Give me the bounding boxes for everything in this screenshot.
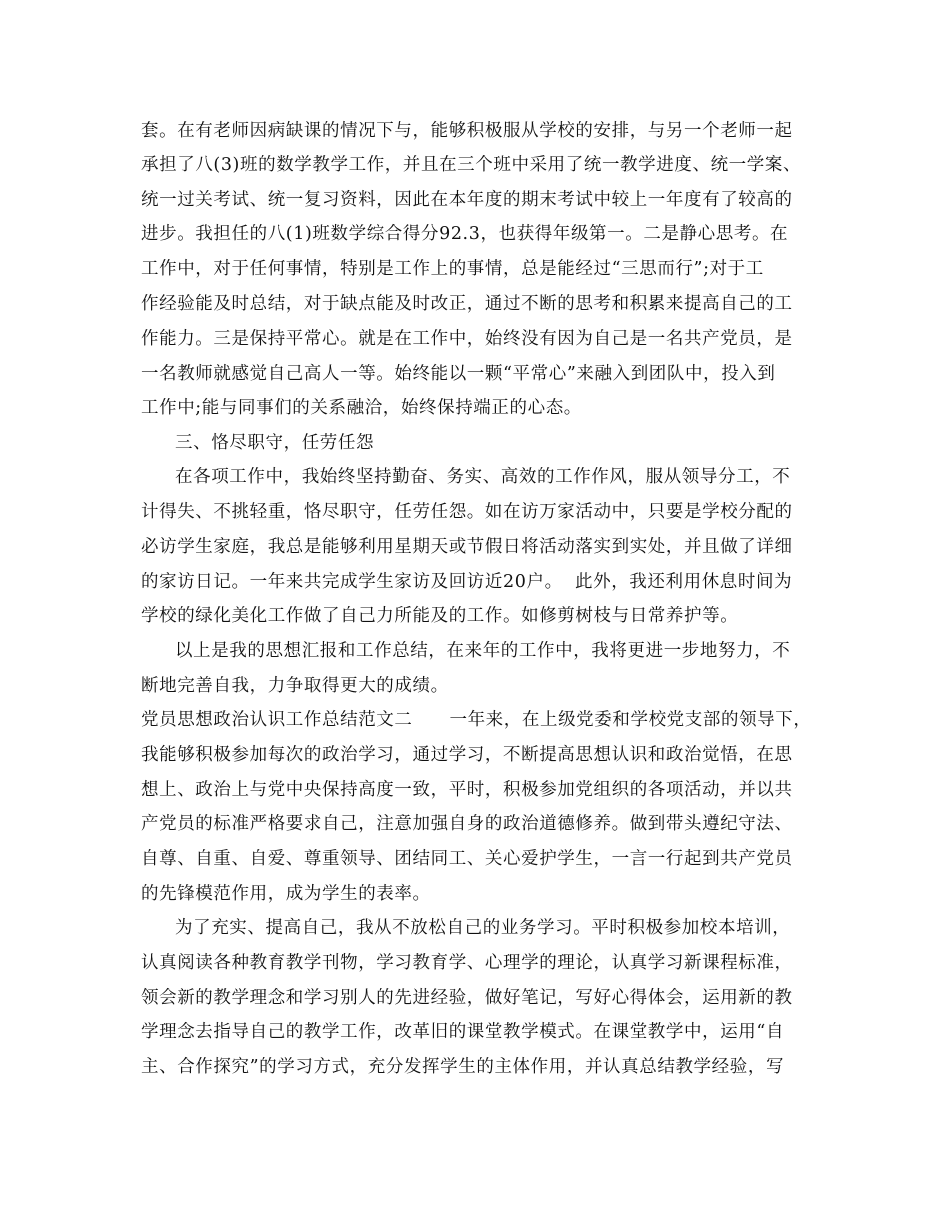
text-line: 为了充实、提高自己，我从不放松自己的业务学习。平时积极参加校本培训，	[175, 918, 791, 938]
text-line: 计得失、不挑轻重，恪尽职守，任劳任怨。如在访万家活动中，只要是学校分配的	[141, 502, 793, 522]
text-line: 主、合作探究”的学习方式，充分发挥学生的主体作用，并认真总结教学经验，写	[141, 1057, 785, 1077]
text-line: 在各项工作中，我始终坚持勤奋、务实、高效的工作作风，服从领导分工，不	[175, 467, 791, 487]
text-line: 的先锋模范作用，成为学生的表率。	[141, 884, 431, 904]
text-line: 工作中，对于任何事情，特别是工作上的事情，总是能经过“三思而行”;对于工	[141, 259, 764, 279]
text-line: 学理念去指导自己的教学工作，改革旧的课堂教学模式。在课堂教学中，运用“自	[141, 1022, 785, 1042]
text-line: 自尊、自重、自爱、尊重领导、团结同工、关心爱护学生，一言一行起到共产党员	[141, 849, 793, 869]
text-line: 以上是我的思想汇报和工作总结，在来年的工作中，我将更进一步地努力，不	[175, 641, 791, 661]
text-line: 进步。我担任的八(1)班数学综合得分92.3，也获得年级第一。二是静心思考。在	[141, 224, 789, 244]
text-line: 统一过关考试、统一复习资料，因此在本年度的期末考试中较上一年度有了较高的	[141, 190, 793, 210]
text-line: 工作中;能与同事们的关系融洽，始终保持端正的心态。	[141, 398, 582, 418]
text-line: 领会新的教学理念和学习别人的先进经验，做好笔记，写好心得体会，运用新的教	[141, 988, 793, 1008]
text-line: 想上、政治上与党中央保持高度一致，平时，积极参加党组织的各项活动，并以共	[141, 780, 793, 800]
text-line: 产党员的标准严格要求自己，注意加强自身的政治道德修养。做到带头遵纪守法、	[141, 814, 793, 834]
text-line: 学校的绿化美化工作做了自己力所能及的工作。如修剪树枝与日常养护等。	[141, 606, 739, 626]
section-heading: 三、恪尽职守，任劳任怨	[175, 433, 375, 453]
text-line: 作经验能及时总结，对于缺点能及时改正，通过不断的思考和积累来提高自己的工	[141, 294, 793, 314]
text-line: 我能够积极参加每次的政治学习，通过学习，不断提高思想认识和政治觉悟，在思	[141, 745, 793, 765]
text-line: 认真阅读各种教育教学刊物，学习教育学、心理学的理论，认真学习新课程标准，	[141, 953, 793, 973]
text-line: 必访学生家庭，我总是能够利用星期天或节假日将活动落实到实处，并且做了详细	[141, 537, 793, 557]
text-line: 承担了八(3)班的数学教学工作，并且在三个班中采用了统一教学进度、统一学案、	[141, 155, 802, 175]
text-line: 一名教师就感觉自己高人一等。始终能以一颗“平常心”来融入到团队中，投入到	[141, 364, 776, 384]
text-line: 作能力。三是保持平常心。就是在工作中，始终没有因为自己是一名共产党员，是	[141, 329, 793, 349]
text-line: 的家访日记。一年来共完成学生家访及回访近20户。 此外，我还利用休息时间为	[141, 572, 793, 592]
text-line: 断地完善自我，力争取得更大的成绩。	[141, 676, 449, 696]
text-line: 套。在有老师因病缺课的情况下与，能够积极服从学校的安排，与另一个老师一起	[141, 121, 793, 141]
text-line: 党员思想政治认识工作总结范文二 一年来，在上级党委和学校党支部的领导下，	[141, 710, 812, 730]
